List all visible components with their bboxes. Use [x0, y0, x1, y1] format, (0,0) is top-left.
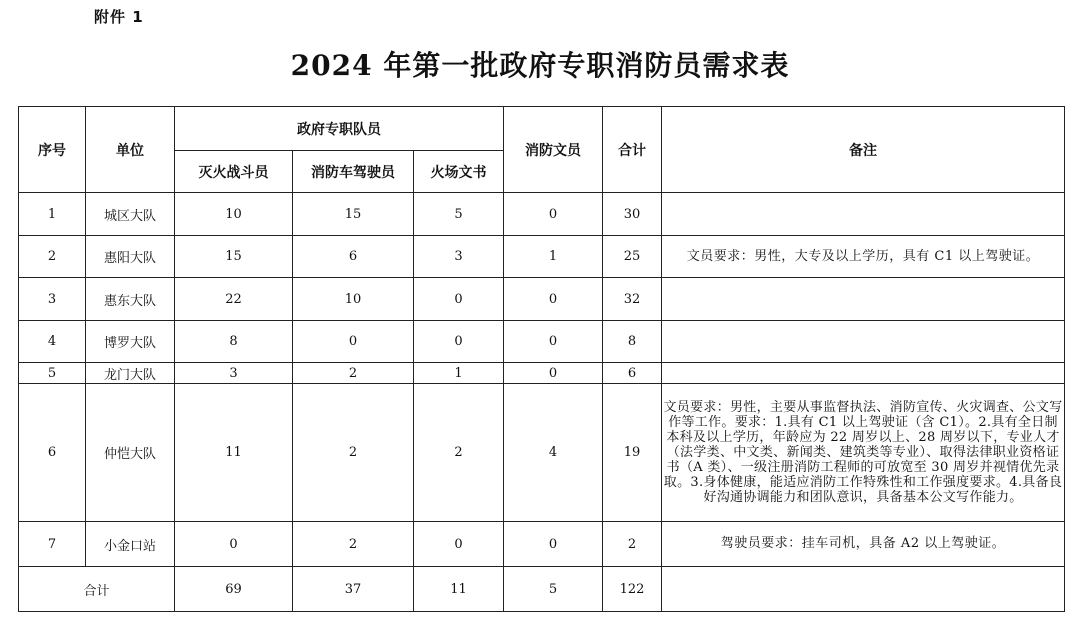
- attachment-label: 附件 1: [94, 8, 144, 26]
- header-firefighter: 灭火战斗员: [175, 151, 293, 193]
- table-row: [19, 363, 1065, 384]
- cell-total: 2: [603, 522, 662, 567]
- header-driver: 消防车驾驶员: [293, 151, 414, 193]
- total-clerk: 11: [414, 567, 504, 612]
- cell-note: 驾驶员要求：挂车司机，具备 A2 以上驾驶证。: [662, 522, 1065, 567]
- cell-total: 8: [603, 321, 662, 363]
- header-group: 政府专职队员: [175, 107, 504, 151]
- header-note: 备注: [662, 107, 1065, 193]
- total-driver: 37: [293, 567, 414, 612]
- header-total: 合计: [603, 107, 662, 193]
- cell-unit: 惠阳大队: [86, 236, 175, 278]
- cell-civilian: 1: [504, 236, 603, 278]
- table-row: [19, 193, 1065, 236]
- cell-civilian: 0: [504, 363, 603, 384]
- cell-firefighter: 15: [175, 236, 293, 278]
- totals-label: 合计: [19, 567, 175, 612]
- table-row: [19, 321, 1065, 363]
- cell-index: 4: [19, 321, 86, 363]
- cell-clerk: 1: [414, 363, 504, 384]
- cell-driver: 10: [293, 278, 414, 321]
- cell-index: 3: [19, 278, 86, 321]
- cell-index: 6: [19, 384, 86, 522]
- cell-clerk: 0: [414, 522, 504, 567]
- cell-unit: 小金口站: [86, 522, 175, 567]
- total-civilian: 5: [504, 567, 603, 612]
- cell-unit: 龙门大队: [86, 363, 175, 384]
- header-unit: 单位: [86, 107, 175, 193]
- cell-unit: 博罗大队: [86, 321, 175, 363]
- cell-firefighter: 0: [175, 522, 293, 567]
- cell-firefighter: 11: [175, 384, 293, 522]
- cell-note: [662, 363, 1065, 384]
- table-row: [19, 384, 1065, 522]
- cell-firefighter: 3: [175, 363, 293, 384]
- totals-row: [19, 567, 1065, 612]
- totals-note: [662, 567, 1065, 612]
- cell-index: 2: [19, 236, 86, 278]
- header-civilian: 消防文员: [504, 107, 603, 193]
- cell-civilian: 4: [504, 384, 603, 522]
- cell-index: 5: [19, 363, 86, 384]
- cell-unit: 城区大队: [86, 193, 175, 236]
- total-firefighter: 69: [175, 567, 293, 612]
- cell-note: 文员要求：男性，主要从事监督执法、消防宣传、火灾调查、公文写作等工作。要求：1.具有 C1 以上驾驶证（含 C1）。2.具有全日制本科及以上学历，年龄应为 22 周岁以上、28 周岁以下，专业人才（法学类、中文类、新闻类、建筑类等专业）、取得法律职业资格证书（A 类）、一级注册消防工程师的可放宽至 30 周岁并视情优先录取。3.身体健康，能适应消防工作特殊性和工作强度要求。4.具备良好沟通协调能力和团队意识，具备基本公文写作能力。: [662, 384, 1065, 522]
- cell-note: 文员要求：男性，大专及以上学历，具有 C1 以上驾驶证。: [662, 236, 1065, 278]
- cell-index: 7: [19, 522, 86, 567]
- cell-civilian: 0: [504, 193, 603, 236]
- cell-clerk: 0: [414, 321, 504, 363]
- page-title: 2024 年第一批政府专职消防员需求表: [290, 49, 790, 82]
- cell-total: 19: [603, 384, 662, 522]
- cell-note: [662, 278, 1065, 321]
- cell-total: 25: [603, 236, 662, 278]
- cell-clerk: 3: [414, 236, 504, 278]
- cell-civilian: 0: [504, 278, 603, 321]
- header-index: 序号: [19, 107, 86, 193]
- table-row: [19, 278, 1065, 321]
- cell-driver: 2: [293, 384, 414, 522]
- demand-table: [18, 106, 1065, 612]
- cell-unit: 仲恺大队: [86, 384, 175, 522]
- cell-driver: 0: [293, 321, 414, 363]
- cell-clerk: 2: [414, 384, 504, 522]
- total-total: 122: [603, 567, 662, 612]
- cell-index: 1: [19, 193, 86, 236]
- cell-firefighter: 10: [175, 193, 293, 236]
- table-row: [19, 236, 1065, 278]
- cell-civilian: 0: [504, 321, 603, 363]
- cell-firefighter: 22: [175, 278, 293, 321]
- cell-total: 6: [603, 363, 662, 384]
- table-row: [19, 522, 1065, 567]
- cell-civilian: 0: [504, 522, 603, 567]
- cell-total: 32: [603, 278, 662, 321]
- header-row-top: [19, 107, 1065, 151]
- cell-driver: 2: [293, 363, 414, 384]
- cell-clerk: 0: [414, 278, 504, 321]
- cell-clerk: 5: [414, 193, 504, 236]
- cell-driver: 15: [293, 193, 414, 236]
- cell-firefighter: 8: [175, 321, 293, 363]
- cell-total: 30: [603, 193, 662, 236]
- cell-note: [662, 193, 1065, 236]
- cell-driver: 6: [293, 236, 414, 278]
- cell-unit: 惠东大队: [86, 278, 175, 321]
- header-clerk: 火场文书: [414, 151, 504, 193]
- cell-driver: 2: [293, 522, 414, 567]
- cell-note: [662, 321, 1065, 363]
